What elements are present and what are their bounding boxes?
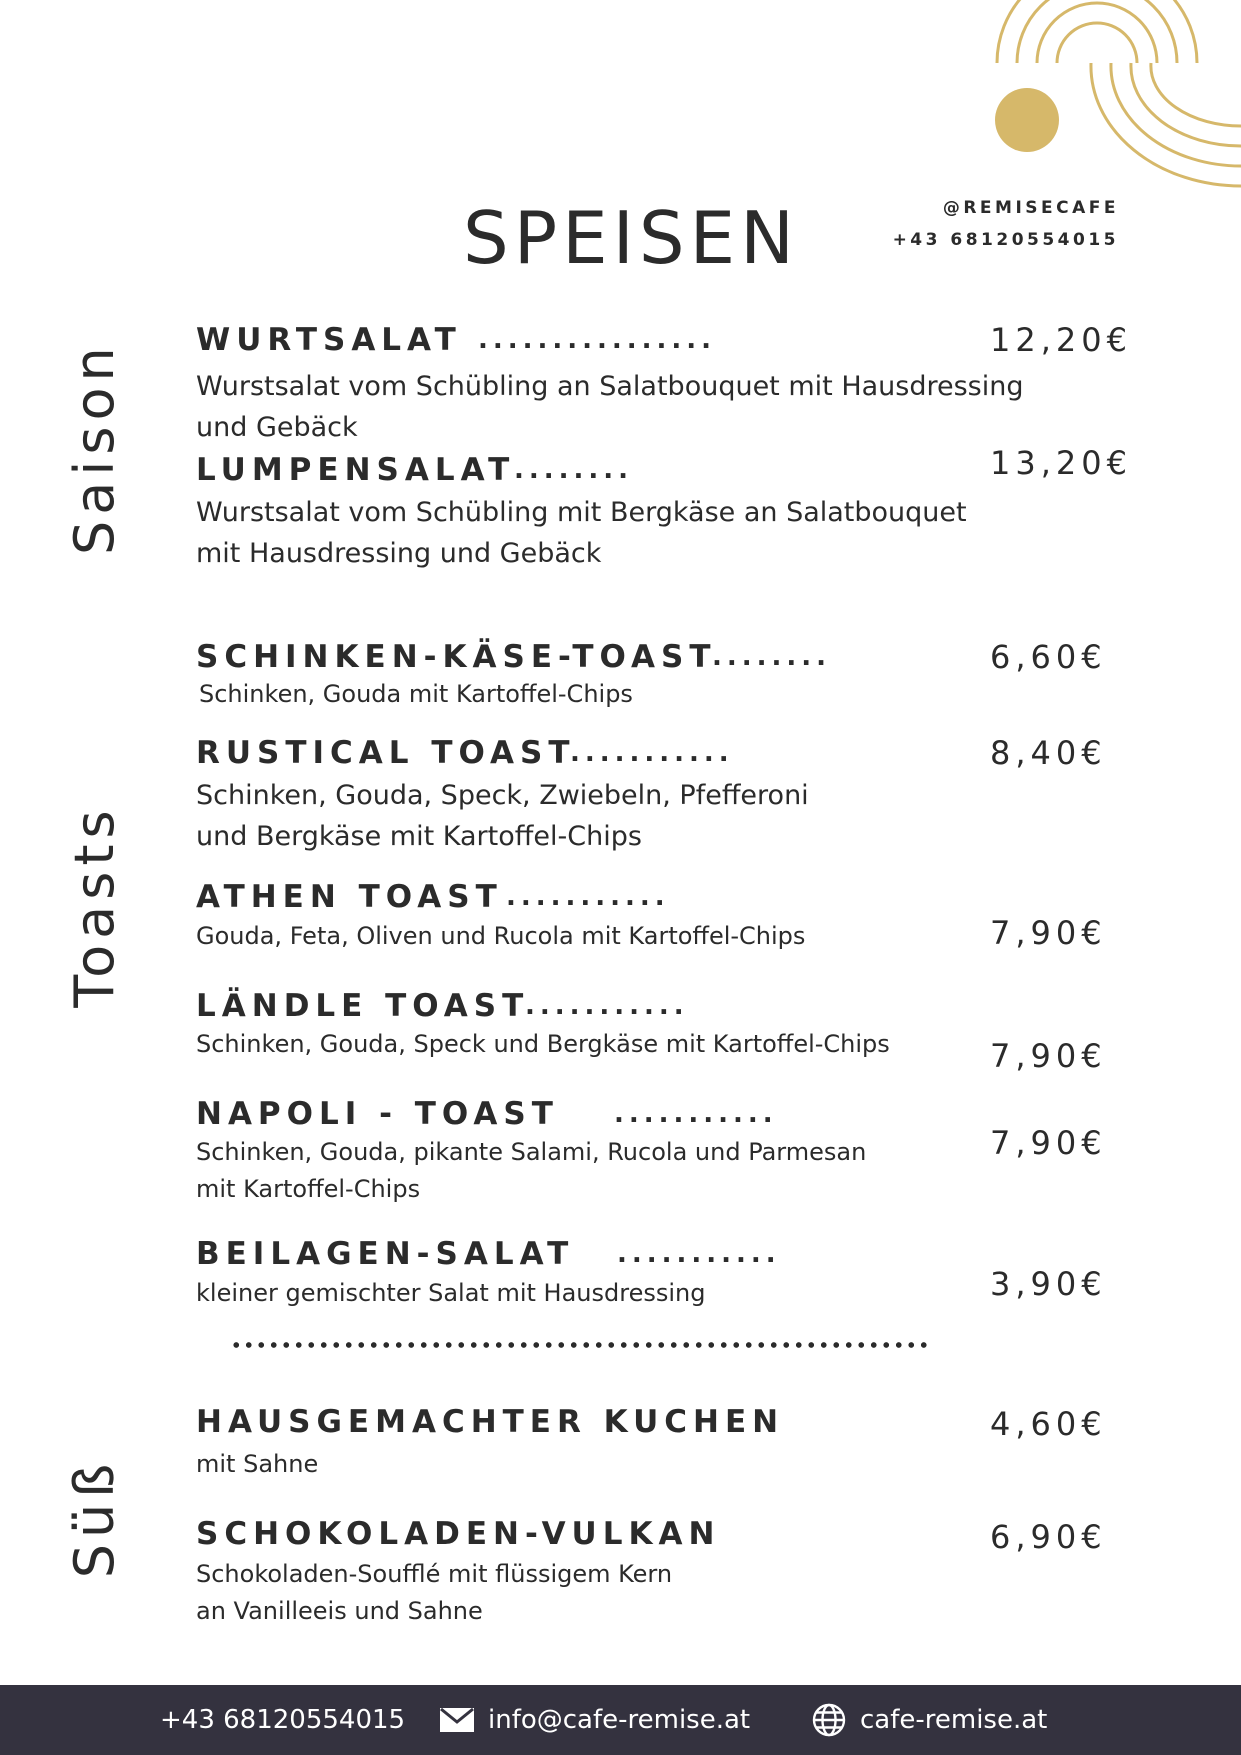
gold-dot <box>995 88 1059 152</box>
footer-bar <box>0 1685 1241 1755</box>
section-label-saison: Saison <box>63 341 126 555</box>
header-phone[interactable]: +43 68120554015 <box>892 230 1119 250</box>
item-price: 7,90€ <box>990 914 1107 952</box>
section-label-toasts: Toasts <box>63 804 126 1008</box>
item-price: 4,60€ <box>990 1405 1107 1443</box>
item-description: Schinken, Gouda mit Kartoffel-Chips <box>199 680 633 708</box>
item-price: 3,90€ <box>990 1265 1107 1303</box>
item-dots: ........ <box>514 455 634 485</box>
section-label-suess: Süß <box>63 1457 126 1579</box>
page-title: SPEISEN <box>463 196 799 280</box>
decorative-arcs <box>0 0 1241 200</box>
globe-icon <box>812 1703 846 1737</box>
item-name: NAPOLI - TOAST <box>196 1096 559 1132</box>
item-description: Wurstsalat vom Schübling an Salatbouquet mit Hausdressing und Gebäck <box>196 371 1024 443</box>
item-dots: ........... <box>617 1239 781 1269</box>
item-price: 13,20€ <box>990 444 1132 482</box>
item-dots: ........... <box>506 882 670 912</box>
item-name: RUSTICAL TOAST <box>196 735 576 771</box>
item-name: SCHOKOLADEN-VULKAN <box>196 1516 721 1552</box>
item-name: HAUSGEMACHTER KUCHEN <box>196 1404 785 1440</box>
item-name: ATHEN TOAST <box>196 879 503 915</box>
item-dots: ........... <box>570 738 734 768</box>
item-dots: ........... <box>614 1099 778 1129</box>
item-dots: ........... <box>525 991 689 1021</box>
item-description: Schokoladen-Soufflé mit flüssigem Kern an Vanilleeis und Sahne <box>196 1560 673 1625</box>
item-name: SCHINKEN-KÄSE-TOAST <box>196 639 717 675</box>
instagram-handle[interactable]: @REMISECAFE <box>942 198 1119 218</box>
footer-email[interactable]: info@cafe-remise.at <box>440 1685 750 1755</box>
item-name: BEILAGEN-SALAT <box>196 1236 575 1272</box>
item-description: Wurstsalat vom Schübling mit Bergkäse an Salatbouquet mit Hausdressing und Gebäck <box>196 497 967 569</box>
item-price: 6,90€ <box>990 1518 1107 1556</box>
item-description: kleiner gemischter Salat mit Hausdressing <box>196 1279 706 1307</box>
item-description: Gouda, Feta, Oliven und Rucola mit Kartoffel-Chips <box>196 922 806 950</box>
item-description: Schinken, Gouda, Speck, Zwiebeln, Pfefferoni und Bergkäse mit Kartoffel-Chips <box>196 780 809 852</box>
item-dots: ................ <box>478 325 717 355</box>
item-price: 6,60€ <box>990 638 1107 676</box>
item-name: WURTSALAT <box>196 322 462 358</box>
item-price: 7,90€ <box>990 1037 1107 1075</box>
item-description: Schinken, Gouda, pikante Salami, Rucola und Parmesan mit Kartoffel-Chips <box>196 1138 867 1203</box>
envelope-icon <box>440 1708 474 1732</box>
item-dots: ........ <box>712 642 832 672</box>
header-contact <box>893 192 1119 256</box>
item-price: 8,40€ <box>990 734 1107 772</box>
footer-website[interactable]: cafe-remise.at <box>812 1685 1047 1755</box>
item-price: 12,20€ <box>990 321 1132 359</box>
dotted-divider <box>230 1342 930 1348</box>
item-description: Schinken, Gouda, Speck und Bergkäse mit Kartoffel-Chips <box>196 1030 890 1058</box>
item-name: LÄNDLE TOAST <box>196 988 530 1024</box>
item-description: mit Sahne <box>196 1450 319 1478</box>
item-price: 7,90€ <box>990 1124 1107 1162</box>
footer-phone[interactable]: +43 68120554015 <box>160 1705 406 1735</box>
item-name: LUMPENSALAT <box>196 452 516 488</box>
